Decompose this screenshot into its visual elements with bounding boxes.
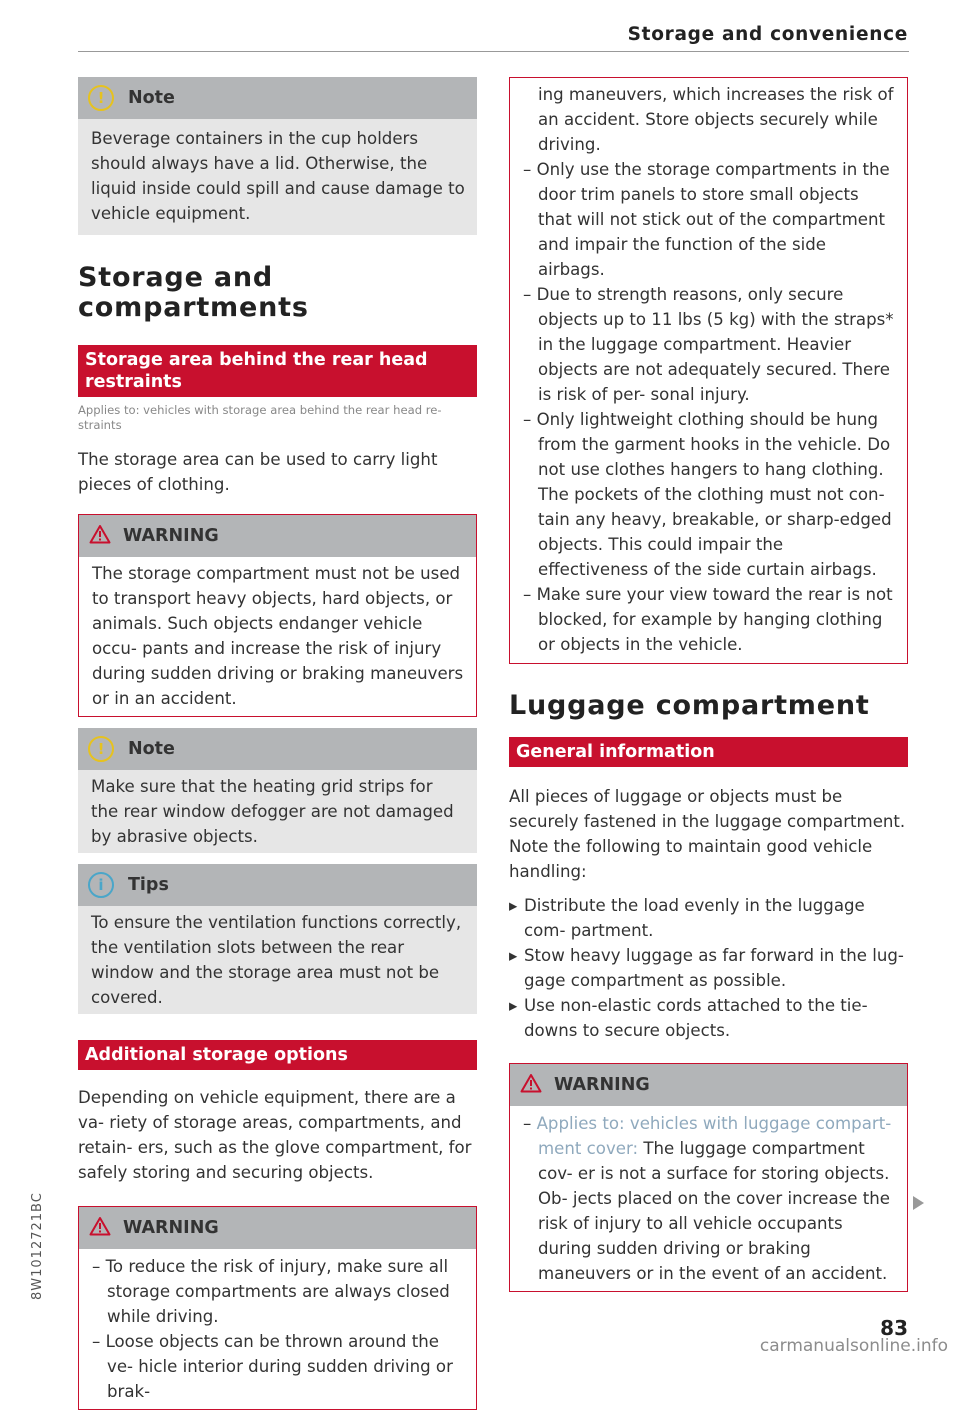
warning-text [523,1111,895,1286]
list-item: – Only use the storage compartments in the door trim panels to store small objects that will not stick out of the compartment and impair the function of the side airbags. [523,160,890,279]
note-box [78,77,477,235]
subsection-title-additional-storage: Additional storage options [78,1040,477,1070]
left-column [78,77,477,1410]
header-divider [78,51,909,52]
page-number: 83 [880,1316,908,1340]
page-header-title: Storage and convenience [627,24,908,45]
warning-title: WARNING [554,1075,650,1095]
tips-header [78,864,477,906]
warning-header [510,1064,907,1106]
warning-box-continued [509,77,908,664]
warning-body [510,78,907,663]
watermark: carmanualsonline.info [759,1336,948,1356]
warning-title: WARNING [123,1218,219,1238]
list-item: – Due to strength reasons, only secure objects up to 11 lbs (5 kg) with the straps* in the luggage compartment. Heavier objects are not adequately secured. There is risk of per- sonal injury. [523,285,894,404]
list-item: – To reduce the risk of injury, make sure all storage compartments are always closed while driving. [92,1257,450,1326]
warning-triangle-icon [520,1073,542,1098]
note-text: Make sure that the heating grid strips for the rear window defogger are not damaged by abrasive objects. [91,777,454,846]
warning-triangle-icon [89,524,111,549]
warning-title: WARNING [123,526,219,546]
warning-box [78,1206,477,1410]
list-item: ing maneuvers, which increases the risk of an accident. Store objects securely while driving. [538,85,894,154]
tips-text: To ensure the ventilation functions correctly, the ventilation slots between the rear window and the storage area must not be covered. [91,913,462,1007]
warning-box [509,1063,908,1292]
note-title: Note [128,739,175,759]
applies-to-text: Applies to: vehicles with luggage compart- ment cover: [536,1114,892,1158]
body-paragraph: All pieces of luggage or objects must be securely fastened in the luggage compartment. Note the following to maintain good vehicle handling: [509,787,906,881]
list-item: – Only lightweight clothing should be hung from the garment hooks in the vehicle. Do not use clothes hangers to hang clothing. The pockets of the clothing must not con- tain any heavy, breakable, or sharp-edged objects. This could impair the effectiveness of the side curtain airbags. [523,410,892,579]
list-item: ▸ Use non-elastic cords attached to the tie-downs to secure objects. [509,993,908,1043]
note-box [78,728,477,853]
note-body [78,770,477,853]
note-exclamation-icon: ! [88,85,114,111]
note-text: Beverage containers in the cup holders should always have a lid. Otherwise, the liquid inside could spill and cause damage to vehicle equipment. [91,129,465,223]
note-title: Note [128,88,175,108]
list-item: ▸ Distribute the load evenly in the luggage com- partment. [509,893,908,943]
warning-box [78,514,477,717]
tips-body [78,906,477,1014]
body-paragraph: The storage area can be used to carry light pieces of clothing. [78,450,438,494]
info-icon: i [88,872,114,898]
warning-list [92,1254,464,1404]
list-item: – Make sure your view toward the rear is not blocked, for example by hanging clothing or objects in the vehicle. [523,585,893,654]
note-header [78,728,477,770]
section-heading-storage: Storage and compartments [78,262,309,323]
continue-arrow-icon [913,1196,924,1210]
list-item: – Loose objects can be thrown around the ve- hicle interior during sudden driving or brak- [92,1332,453,1401]
warning-header [79,1207,476,1249]
list-item: ▸ Stow heavy luggage as far forward in the lug- gage compartment as possible. [509,943,908,993]
subsection-title-general-information: General information [509,737,908,767]
note-header [78,77,477,119]
warning-body [79,1249,476,1409]
tips-box [78,864,477,1014]
warning-header [79,515,476,557]
right-column [509,77,908,1292]
warning-body-text: The luggage compartment cov- er is not a surface for storing objects. Ob- jects placed on the cover increase the risk of injury to all vehicle occupants during sudden driving or braking maneuvers or in the event of an accident. [538,1139,890,1283]
dash-prefix: – [523,1114,537,1133]
section-heading-luggage: Luggage compartment [509,690,870,721]
warning-triangle-icon [89,1216,111,1241]
note-exclamation-icon: ! [88,736,114,762]
tips-title: Tips [128,875,169,895]
instruction-list [509,893,908,1043]
subsection-title-rear-head-restraints: Storage area behind the rear head restraints [78,345,477,397]
warning-body [510,1106,907,1291]
applies-to-text: Applies to: vehicles with storage area behind the rear head re- straints [78,403,442,432]
warning-body [79,557,476,716]
note-body [78,119,477,235]
document-code: 8W1012721BC [30,1192,45,1300]
body-paragraph: Depending on vehicle equipment, there are a va- riety of storage areas, compartments, and retain- ers, such as the glove compartment, for safely storing and securing objects. [78,1088,472,1182]
warning-text: The storage compartment must not be used to transport heavy objects, hard objects, or animals. Such objects endanger vehicle occu- pants and increase the risk of injury during sudden driving or braking maneuvers or in an accident. [92,564,464,708]
warning-list [523,82,895,657]
